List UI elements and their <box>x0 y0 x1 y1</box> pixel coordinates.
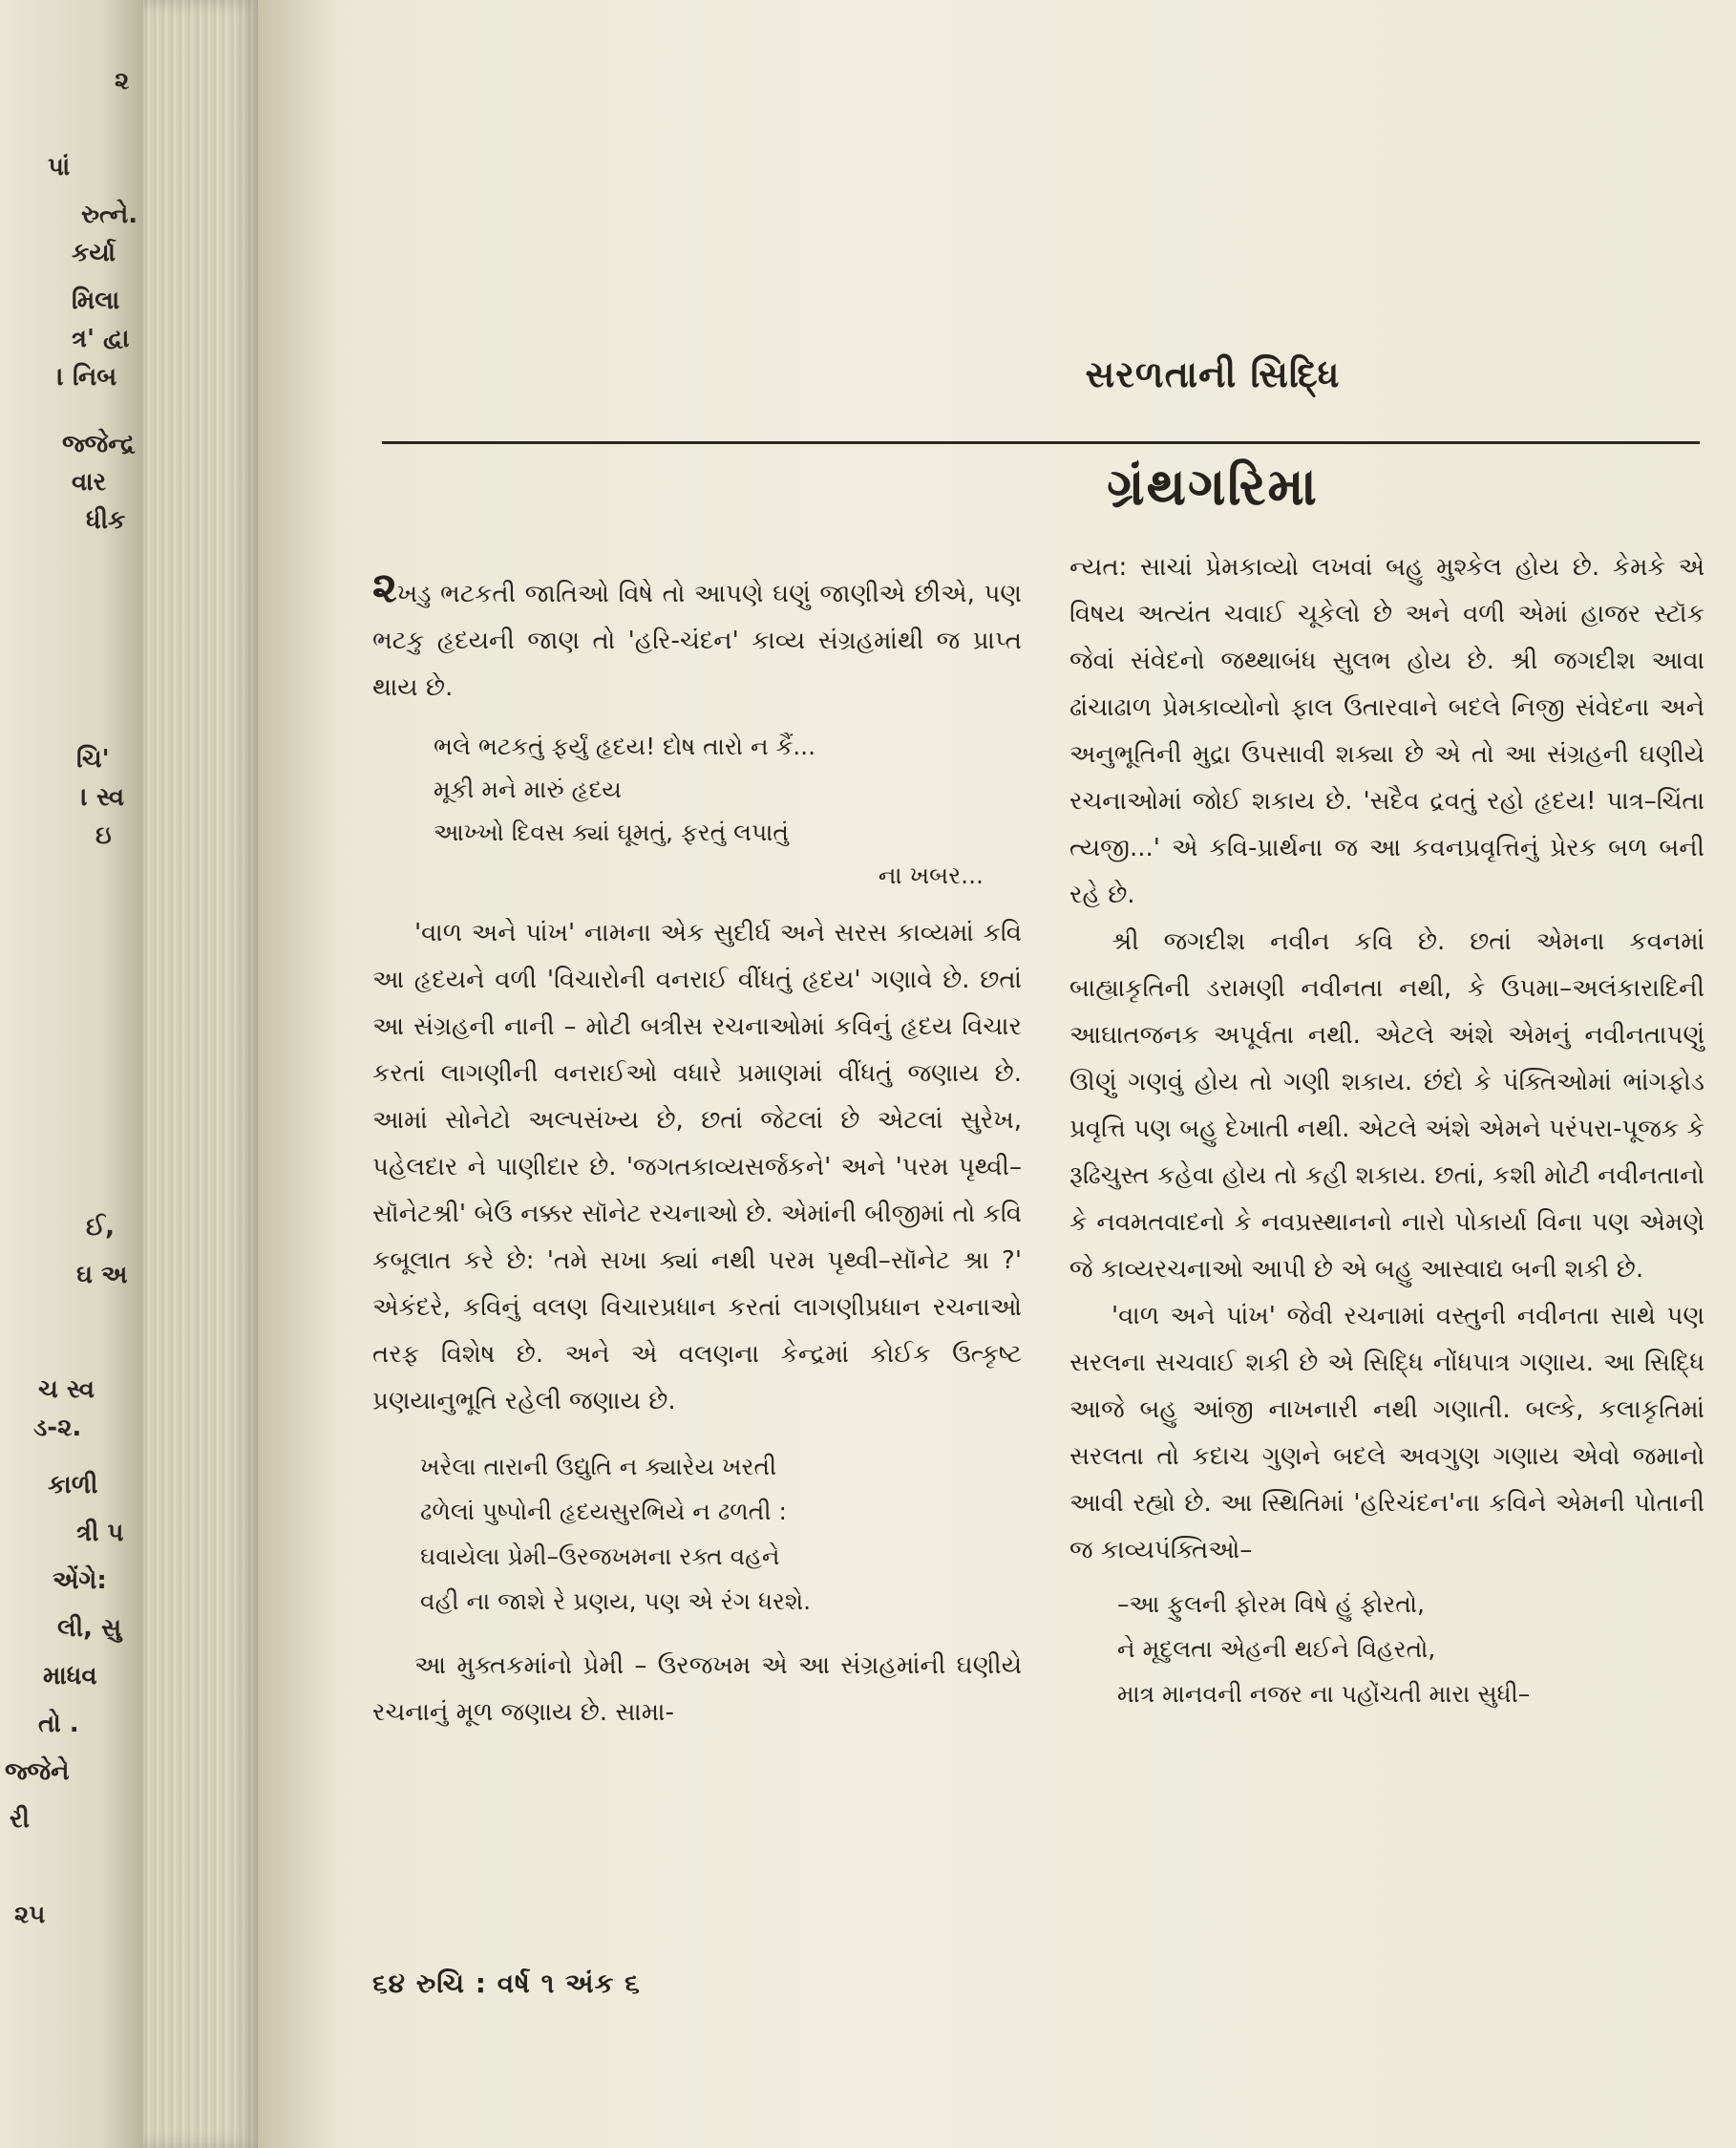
paragraph-4: ન્યત: સાચાં પ્રેમકાવ્યો લખવાં બહુ મુશ્કેલ હોય છે. કેમકે એ વિષય અત્યંત ચવાઈ ચૂકેલો છે અને વળી એમાં હાજર સ્ટૉક જેવાં સંવેદનો જથ્થાબંધ સુલભ હોય છે. શ્રી જગદીશ આવા ઢાંચાઢાળ પ્રેમકાવ્યોનો ફાલ ઉતારવાને બદલે નિજી સંવેદના અને અનુભૂતિની મુદ્રા ઉપસાવી શક્યા છે એ તો આ સંગ્રહની ઘણીયે રચનાઓમાં જોઈ શકાય છે. 'સદૈવ દ્રવતું રહો હૃદય! પાત્ર–ચિંતા ત્યજી...' એ કવિ-પ્રાર્થના જ આ કવનપ્રવૃત્તિનું પ્રેરક બળ બની રહે છે. <box>1069 553 1704 909</box>
page-edges-stack <box>143 0 258 2148</box>
previous-page-text-fragment: ચિ' <box>76 745 110 774</box>
verse-3 <box>1117 1582 1704 1716</box>
verse-line: ને મૃદુલતા એહની થઈને વિહરતો, <box>1117 1635 1436 1663</box>
previous-page-text-fragment: ત્રી પ <box>76 1519 124 1547</box>
verse-line: માત્ર માનવની નજર ના પહોંચતી મારા સુધી– <box>1117 1680 1531 1708</box>
previous-page-text-fragment: ઈ, <box>86 1213 115 1242</box>
verse-2 <box>420 1444 1022 1624</box>
verse-line: ના ખબર... <box>878 861 984 889</box>
previous-page-text-fragment: તો . <box>38 1710 79 1738</box>
previous-page-edge <box>0 0 143 2148</box>
verse-line: ઢળેલાં પુષ્પોની હૃદયસુરભિયે ન ઢળતી : <box>420 1498 787 1525</box>
previous-page-text-fragment: ડ-૨. <box>33 1414 82 1442</box>
previous-page-text-fragment: ત્ર' દ્વા <box>72 325 130 353</box>
previous-page-text-fragment: ચ સ્વ <box>38 1375 95 1404</box>
paragraph-2: 'વાળ અને પાંખ' નામના એક સુદીર્ઘ અને સરસ કાવ્યમાં કવિ આ હૃદયને વળી 'વિચારોની વનરાઈ વીંધતું હૃદય' ગણાવે છે. છતાં આ સંગ્રહની નાની – મોટી બત્રીસ રચનાઓમાં કવિનું હૃદય વિચાર કરતાં લાગણીની વનરાઈઓ વધારે પ્રમાણમાં વીંધતું જણાય છે. આમાં સોનેટો અલ્પસંખ્ય છે, છતાં જેટલાં છે એટલાં સુરેખ, પહેલદાર ને પાણીદાર છે. 'જગતકાવ્યસર્જકને' અને 'પરમ પૃથ્વી–સૉનેટશ્રી' બેઉ નક્કર સૉનેટ રચનાઓ છે. એમાંની બીજીમાં તો કવિ કબૂલાત કરે છે: 'તમે સખા ક્યાં નથી પરમ પૃથ્વી–સૉનેટ શ્રા ?' એકંદરે, કવિનું વલણ વિચારપ્રધાન કરતાં લાગણીપ્રધાન રચનાઓ તરફ વિશેષ છે. અને એ વલણના કેન્દ્રમાં કોઈક ઉત્કૃષ્ટ પ્રણયાનુભૂતિ રહેલી જણાય છે. <box>372 919 1022 1415</box>
paragraph-5: શ્રી જગદીશ નવીન કવિ છે. છતાં એમના કવનમાં બાહ્યાકૃતિની ડરામણી નવીનતા નથી, કે ઉપમા–અલંકારાદિની આઘાતજનક અપૂર્વતા નથી. એટલે અંશે એમનું નવીનતાપણું ઊણું ગણવું હોય તો ગણી શકાય. છંદો કે પંક્તિઓમાં ભાંગફોડ પ્રવૃત્તિ પણ બહુ દેખાતી નથી. એટલે અંશે એમને પરંપરા-પૂજક કે રૂઢિચુસ્ત કહેવા હોય તો કહી શકાય. છતાં, કશી મોટી નવીનતાનો કે નવમતવાદનો કે નવપ્રસ્થાનનો નારો પોકાર્યા વિના પણ એમણે જે કાવ્યરચનાઓ આપી છે એ બહુ આસ્વાદ્ય બની શકી છે. <box>1069 927 1704 1284</box>
page-footer: ૬૪ રુચિ : વર્ષ ૧ અંક ૬ <box>372 1967 641 1999</box>
previous-page-text-fragment: । સ્વ <box>81 783 125 812</box>
previous-page-text-fragment: ઇ <box>95 821 112 850</box>
verse-line: ખરેલા તારાની ઉદ્યુતિ ન ક્યારેય ખરતી <box>420 1453 777 1480</box>
paragraph-1-text: ખડુ ભટકતી જાતિઓ વિષે તો આપણે ઘણું જાણીએ છીએ, પણ ભટકુ હૃદયની જાણ તો 'હરિ-ચંદન' કાવ્ય સંગ્રહમાંથી જ પ્રાપ્ત થાય છે. <box>372 580 1022 702</box>
verse-line: આખ્ખો દિવસ ક્યાં ઘૂમતું, ફરતું લપાતું <box>434 819 789 846</box>
verse-line: –આ ફુલની ફોરમ વિષે હું ફોરતો, <box>1117 1590 1426 1618</box>
drop-cap: ૨ <box>372 564 397 612</box>
verse-line: મૂકી મને મારું હૃદય <box>434 776 622 803</box>
paragraph-6: 'વાળ અને પાંખ' જેવી રચનામાં વસ્તુની નવીનતા સાથે પણ સરલના સચવાઈ શકી છે એ સિદ્ધિ નોંધપાત્ર ગણાય. આ સિદ્ધિ આજે બહુ આંજી નાખનારી નથી ગણાતી. બલ્કે, કલાકૃતિમાં સરલતા તો કદાચ ગુણને બદલે અવગુણ ગણાય એવો જમાનો આવી રહ્યો છે. આ સ્થિતિમાં 'હરિચંદન'ના કવિને એમની પોતાની જ કાવ્યપંક્તિઓ– <box>1069 1302 1704 1564</box>
paragraph-3: આ મુક્તકમાંનો પ્રેમી – ઉરજખમ એ આ સંગ્રહમાંની ઘણીયે રચનાનું મૂળ જણાય છે. સામા- <box>372 1651 1022 1727</box>
verse-line: વહી ના જાશે રે પ્રણય, પણ એ રંગ ધરશે. <box>420 1587 812 1615</box>
previous-page-text-fragment: રી <box>10 1805 30 1834</box>
previous-page-text-fragment: એંગે: <box>53 1566 107 1595</box>
article-heading: ગ્રંથગરિમા <box>1107 457 1319 517</box>
left-column <box>372 564 1022 1736</box>
previous-page-text-fragment: ઘ અ <box>76 1261 128 1289</box>
previous-page-text-fragment: પાં <box>48 153 71 181</box>
previous-page-text-fragment: મિલા <box>72 287 120 315</box>
previous-page-text-fragment: । નિબ <box>57 363 117 392</box>
paragraph-1 <box>372 564 1022 712</box>
right-column <box>1069 544 1704 1735</box>
previous-page-text-fragment: જ્જેન્દ્ર <box>62 430 136 458</box>
verse-line: ભલે ભટકતું ફર્યું હૃદય! દોષ તારો ન કૈં... <box>434 733 816 760</box>
verse-line: ઘવાયેલા પ્રેમી–ઉરજખમના રક્ત વહને <box>420 1542 780 1570</box>
heading-divider <box>382 441 1700 444</box>
verse-1 <box>434 725 1022 897</box>
previous-page-text-fragment: ધીક <box>86 506 126 535</box>
previous-page-text-fragment: રુત્ને. <box>81 201 138 229</box>
previous-page-text-fragment: માધવ <box>43 1662 97 1691</box>
previous-page-text-fragment: જ્જેને <box>5 1757 70 1786</box>
previous-page-text-fragment: કાળી <box>48 1471 98 1499</box>
previous-page-text-fragment: ૨૫ <box>14 1901 46 1929</box>
section-title: સરળતાની સિદ્ધિ <box>1085 353 1341 395</box>
magazine-page <box>258 0 1736 2148</box>
previous-page-text-fragment: કર્યા <box>72 239 116 267</box>
previous-page-text-fragment: લી, સુ <box>57 1614 122 1643</box>
previous-page-text-fragment: વાર <box>72 468 107 497</box>
previous-page-text-fragment: ૨ <box>115 67 130 96</box>
